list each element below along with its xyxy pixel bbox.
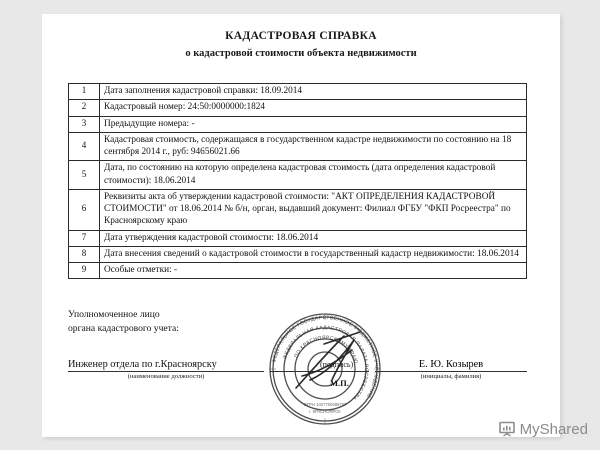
table-row [69, 116, 527, 132]
table-body [69, 84, 527, 279]
cadastral-info-table [68, 83, 527, 279]
stamp-mark-mp: М.П. [330, 378, 349, 388]
table-row [69, 100, 527, 116]
row-text: Дата внесения сведений о кадастровой стоимости в государственный кадастр недвижимости: 18.06.2014 [100, 246, 527, 262]
row-number: 9 [69, 263, 100, 279]
watermark-label: MyShared [519, 420, 588, 438]
row-text: Кадастровая стоимость, содержащаяся в государственном кадастре недвижимости по состоянию на 18 сентября 2014 г., руб: 94656021.66 [100, 132, 527, 161]
svg-text:ОГРН 1027700485757: ОГРН 1027700485757 [303, 402, 347, 407]
table-row [69, 161, 527, 190]
document-page [42, 14, 560, 437]
page-title: КАДАСТРОВАЯ СПРАВКА [225, 30, 377, 42]
row-text: Дата, по состоянию на которую определена кадастровая стоимость (дата определения кадастровой стоимости): 18.06.2014 [100, 161, 527, 190]
signature-caption-podpis: (подпись) [320, 360, 354, 369]
page-subtitle: о кадастровой стоимости объекта недвижимости [185, 48, 417, 59]
row-text: Предыдущие номера: - [100, 116, 527, 132]
table-row [69, 263, 527, 279]
svg-text:ПО КРАСНОЯРСКОМУ КРАЮ: ПО КРАСНОЯРСКОМУ КРАЮ [293, 334, 359, 365]
signature-position-caption: (наименование должности) [127, 372, 205, 380]
signature-name-field [375, 359, 527, 380]
signature-heading-line-2: органа кадастрового учета: [68, 322, 179, 334]
row-text: Реквизиты акта об утверждении кадастровой стоимости: "АКТ ОПРЕДЕЛЕНИЯ КАДАСТРОВОЙ СТОИМОСТИ" от 18.06.2014 № б/н, орган, выдавший документ: Филиал ФГБУ "ФКП Росреестра" по Красноярскому краю [100, 189, 527, 230]
svg-text:ФЕДЕРАЛЬНОЕ ГОСУДАРСТВЕННОЕ БЮ: ФЕДЕРАЛЬНОЕ ГОСУДАРСТВЕННОЕ БЮДЖЕТНОЕ УЧРЕЖДЕНИЕ [271, 314, 380, 400]
row-text: Кадастровый номер: 24:50:0000000:1824 [100, 100, 527, 116]
presentation-board-icon [498, 420, 516, 438]
row-number: 2 [69, 100, 100, 116]
watermark [498, 420, 588, 438]
table-row [69, 246, 527, 262]
table-row [69, 132, 527, 161]
row-number: 4 [69, 132, 100, 161]
signature-row [68, 358, 527, 380]
table-row [69, 189, 527, 230]
row-text: Дата утверждения кадастровой стоимости: 18.06.2014 [100, 230, 527, 246]
table-row [69, 84, 527, 100]
row-number: 3 [69, 116, 100, 132]
signature-name-text: Е. Ю. Козырев [375, 359, 527, 372]
row-number: 6 [69, 189, 100, 230]
row-text: Особые отметки: - [100, 263, 527, 279]
table-row [69, 230, 527, 246]
svg-text:г. КРАСНОЯРСК: г. КРАСНОЯРСК [309, 409, 341, 414]
signature-name-caption: (инициалы, фамилия) [420, 372, 482, 380]
row-number: 5 [69, 161, 100, 190]
row-number: 1 [69, 84, 100, 100]
signature-position-text: Инженер отдела по г.Красноярску [68, 359, 264, 372]
row-number: 8 [69, 246, 100, 262]
signature-heading-line-1: Уполномоченное лицо [68, 309, 160, 320]
signature-position-field [68, 359, 264, 380]
signature-block [68, 308, 527, 414]
row-number: 7 [69, 230, 100, 246]
svg-text:ФЕДЕРАЛЬНАЯ КАДАСТРОВАЯ ПАЛАТА: ФЕДЕРАЛЬНАЯ КАДАСТРОВАЯ ПАЛАТА РОСРЕЕСТРА [282, 324, 370, 402]
row-text: Дата заполнения кадастровой справки: 18.09.2014 [100, 84, 527, 100]
